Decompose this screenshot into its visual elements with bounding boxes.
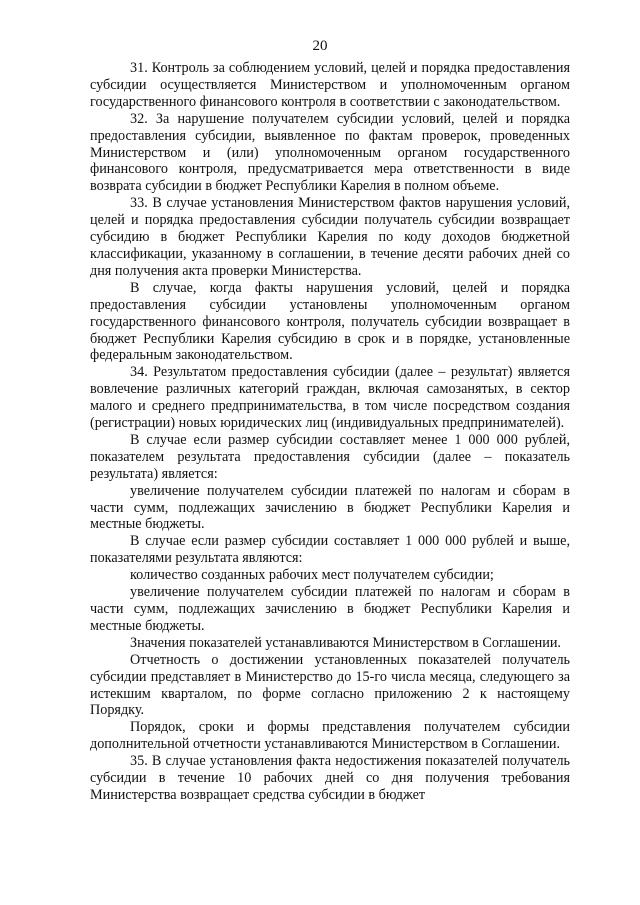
paragraph-33-violation-by-control-body: В случае, когда факты нарушения условий, целей и порядка предоставления субсидии установлены уполномоченным органом государственного финансового контроля, получатель субсидии возвращает в бюджет Республики Карелия субсидию в срок и в порядке, установленные федеральным законодательством. — [90, 279, 570, 364]
paragraph-34-tax-increase: увеличение получателем субсидии платежей по налогам и сборам в части сумм, подлежащих зачислению в бюджет Республики Карелия и местные бюджеты. — [90, 482, 570, 533]
paragraph-31: 31. Контроль за соблюдением условий, целей и порядка предоставления субсидии осуществляется Министерством и уполномоченным органом государственного финансового контроля в соответствии с законодательством. — [90, 60, 570, 110]
page-number: 20 — [312, 38, 328, 54]
paragraph-33: 33. В случае установления Министерством фактов нарушения условий, целей и порядка предоставления субсидии получатель субсидии возвращает субсидию в бюджет Республики Карелия по коду доходов бюджетной классификации, указанному в соглашении, в течение десяти рабочих дней со дня получения акта проверки Министерства. — [90, 195, 570, 279]
paragraph-34-additional-reporting: Порядок, сроки и формы представления получателем субсидии дополнительной отчетности устанавливаются Министерством в Соглашении. — [90, 719, 570, 753]
paragraph-34-under-million: В случае если размер субсидии составляет менее 1 000 000 рублей, показателем результата предоставления субсидии (далее – показатель результата) является: — [90, 431, 570, 482]
paragraph-34-indicator-values: Значения показателей устанавливаются Министерством в Соглашении. — [130, 634, 561, 651]
paragraph-35: 35. В случае установления факта недостижения показателей получатель субсидии в течение 10 рабочих дней со дня получения требования Министерства возвращает средства субсидии в бюджет — [90, 753, 570, 803]
paragraph-34-jobs-created: количество созданных рабочих мест получателем субсидии; — [130, 567, 494, 584]
paragraph-34-reporting: Отчетность о достижении установленных показателей получатель субсидии представляет в Министерство до 15-го числа месяца, следующего за истекшим кварталом, по форме согласно приложению 2 к настоящему Порядку. — [90, 651, 570, 719]
document-body — [90, 60, 570, 804]
paragraph-34: 34. Результатом предоставления субсидии (далее – результат) является вовлечение различных категорий граждан, включая самозанятых, в сектор малого и среднего предпринимательства, в том числе посредством создания (регистрации) новых юридических лиц (индивидуальных предпринимателей). — [90, 364, 570, 432]
paragraph-34-million-and-above: В случае если размер субсидии составляет 1 000 000 рублей и выше, показателями результата являются: — [90, 533, 570, 567]
paragraph-32: 32. За нарушение получателем субсидии условий, целей и порядка предоставления субсидии, выявленное по фактам проверок, проведенных Министерством и (или) уполномоченным органом государственного финансового контроля, предусматривается мера ответственности в виде возврата субсидии в бюджет Республики Карелия в полном объеме. — [90, 110, 570, 195]
paragraph-34-tax-increase-2: увеличение получателем субсидии платежей по налогам и сборам в части сумм, подлежащих зачислению в бюджет Республики Карелия и местные бюджеты. — [90, 584, 570, 634]
